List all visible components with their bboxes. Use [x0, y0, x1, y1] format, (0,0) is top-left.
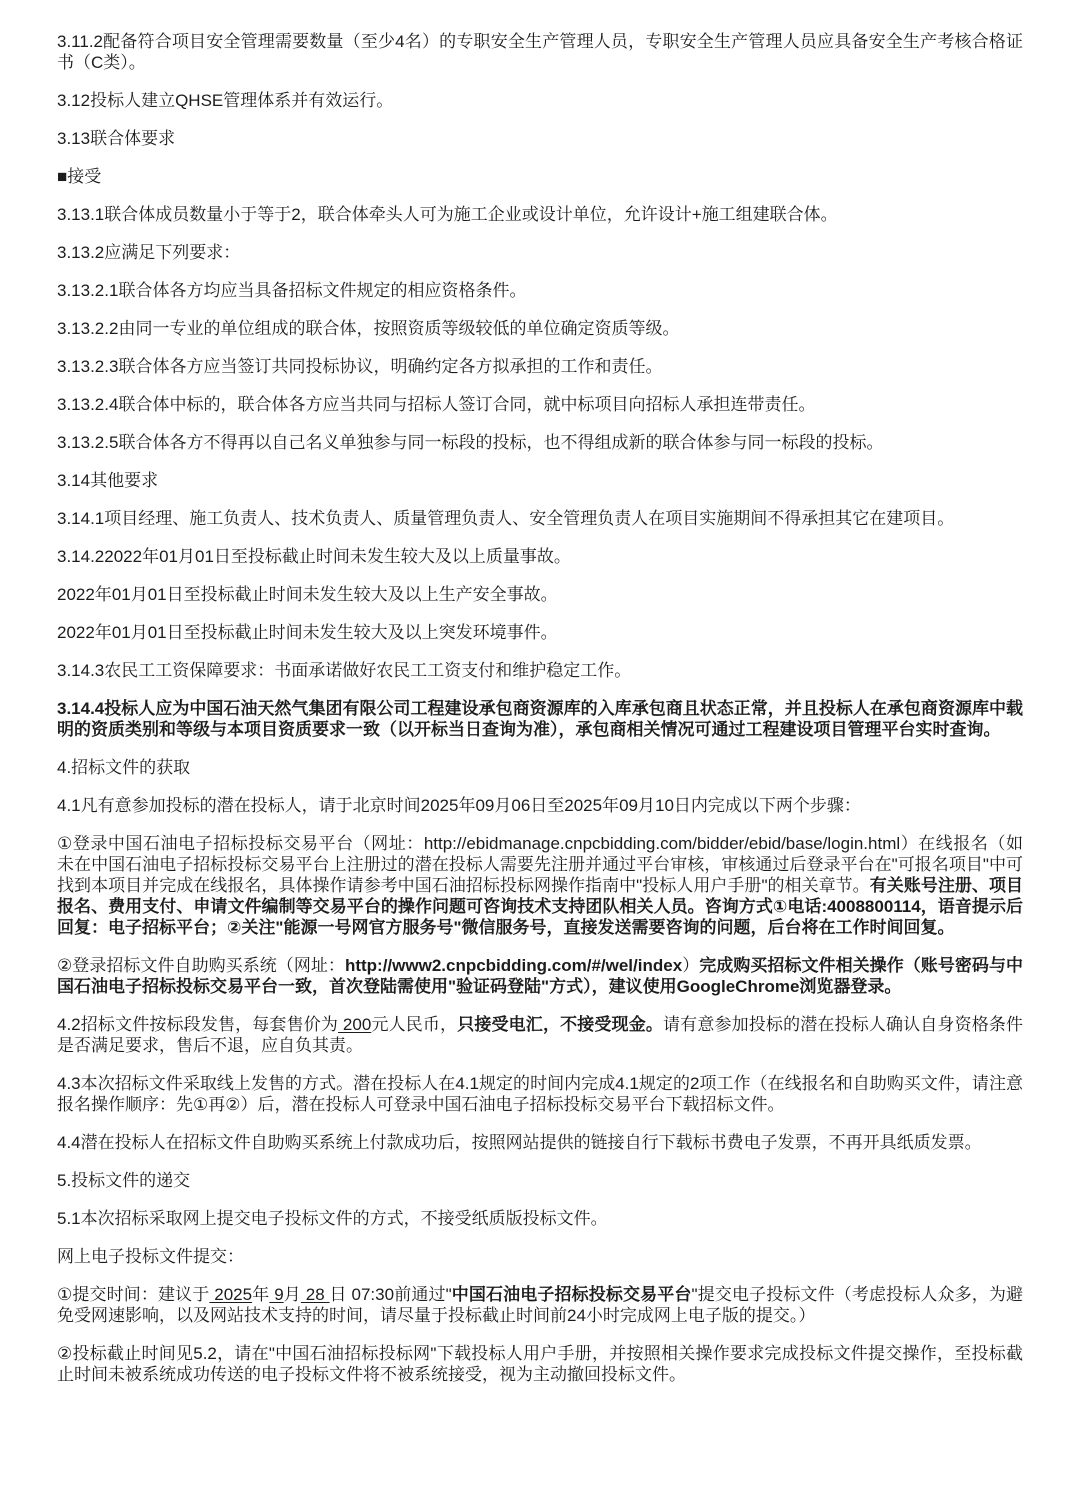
text-run: 3.13.2.1联合体各方均应当具备招标文件规定的相应资格条件。 — [57, 281, 527, 300]
paragraph — [57, 698, 1023, 740]
text-run: 网上电子投标文件提交： — [57, 1247, 244, 1266]
paragraph — [57, 546, 1023, 567]
paragraph — [57, 1246, 1023, 1267]
text-run: 月 — [283, 1285, 301, 1304]
bold-text: 只接受电汇，不接受现金。 — [457, 1015, 664, 1034]
paragraph — [57, 166, 1023, 187]
text-run: 3.13.2.5联合体各方不得再以自己名义单独参与同一标段的投标，也不得组成新的联合体参与同一标段的投标。 — [57, 433, 884, 452]
paragraph — [57, 394, 1023, 415]
text-run: 3.14.1项目经理、施工负责人、技术负责人、质量管理负责人、安全管理负责人在项目实施期间不得承担其它在建项目。 — [57, 509, 955, 528]
bold-text: http://www2.cnpcbidding.com/#/wel/index — [344, 956, 683, 975]
paragraph — [57, 1343, 1023, 1385]
paragraph — [57, 833, 1023, 938]
paragraph — [57, 470, 1023, 491]
text-run: 日 07:30前通过" — [329, 1285, 452, 1304]
document-body — [57, 31, 1023, 1385]
text-run: ） — [682, 956, 700, 975]
text-run: ①提交时间：建议于 — [57, 1285, 210, 1304]
text-run: 3.13.2.3联合体各方应当签订共同投标协议，明确约定各方拟承担的工作和责任。 — [57, 357, 663, 376]
paragraph — [57, 622, 1023, 643]
text-run: 4.招标文件的获取 — [57, 758, 191, 777]
underlined-text: 2025 — [209, 1285, 253, 1304]
paragraph — [57, 204, 1023, 225]
paragraph — [57, 356, 1023, 377]
paragraph — [57, 90, 1023, 111]
paragraph — [57, 1284, 1023, 1326]
bold-text: 3.14.4投标人应为中国石油天然气集团有限公司工程建设承包商资源库的入库承包商且状态正常，并且投标人在承包商资源库中载明的资质类别和等级与本项目资质要求一致（以开标当日查询为准），承包商相关情况可通过工程建设项目管理平台实时查询。 — [57, 699, 1023, 739]
text-run: 2022年01月01日至投标截止时间未发生较大及以上突发环境事件。 — [57, 623, 558, 642]
text-run: 3.13.2应满足下列要求： — [57, 243, 241, 262]
underlined-text: 9 — [269, 1285, 284, 1304]
text-run: 3.12投标人建立QHSE管理体系并有效运行。 — [57, 91, 394, 110]
paragraph — [57, 795, 1023, 816]
paragraph — [57, 1014, 1023, 1056]
text-run: 5.投标文件的递交 — [57, 1171, 191, 1190]
text-run: 3.13.2.4联合体中标的，联合体各方应当共同与招标人签订合同，就中标项目向招标人承担连带责任。 — [57, 395, 816, 414]
text-run: 3.14.3农民工工资保障要求：书面承诺做好农民工工资支付和维护稳定工作。 — [57, 661, 632, 680]
paragraph — [57, 432, 1023, 453]
bold-text: 有关账号注册、项目报名、费用支付、申请文件编制等交易平台的操作问题可咨询技术支持团队相关人员。咨询方式①电话:4008800114，语音提示后回复：电子招标平台；②关注"能源一号网官方服务号"微信服务号，直接发送需要咨询的问题，后台将在工作时间回复。 — [57, 876, 1024, 937]
text-run: 4.2招标文件按标段发售，每套售价为 — [57, 1015, 339, 1034]
text-run: 3.11.2配备符合项目安全管理需要数量（至少4名）的专职安全生产管理人员，专职安全生产管理人员应具备安全生产考核合格证书（C类）。 — [57, 32, 1023, 72]
underlined-text: 200 — [338, 1015, 372, 1034]
paragraph — [57, 584, 1023, 605]
paragraph — [57, 1132, 1023, 1153]
bold-text: 完成购买招标文件相关操作（账号密码与中国石油电子招标投标交易平台一致，首次登陆需使用"验证码登陆"方式），建议使用GoogleChrome浏览器登录。 — [57, 956, 1024, 996]
paragraph — [57, 280, 1023, 301]
bold-text: 中国石油电子招标投标交易平台 — [451, 1285, 692, 1304]
text-run: ②登录招标文件自助购买系统（网址： — [57, 956, 345, 975]
text-run: 3.13.2.2由同一专业的单位组成的联合体，按照资质等级较低的单位确定资质等级。 — [57, 319, 680, 338]
text-run: 4.1凡有意参加投标的潜在投标人，请于北京时间2025年09月06日至2025年09月10日内完成以下两个步骤： — [57, 796, 861, 815]
text-run: "提交电子投标文件（考虑投标人众多，为避免受网速影响，以及网站技术支持的时间，请尽量于投标截止时间前24小时完成网上电子版的提交。） — [57, 1285, 1024, 1325]
text-run: ①登录中国石油电子招标投标交易平台（网址：http://ebidmanage.cnpcbidding.com/bidder/ebid/base/login.html）在线报名（如未在中国石油电子招标投标交易平台上注册过的潜在投标人需要先注册并通过平台审核，审核通过后登录平台在"可报名项目"中可找到本项目并完成在线报名，具体操作请参考中国石油招标投标网操作指南中"投标人用户手册"的相关章节。 — [57, 834, 1023, 895]
paragraph — [57, 508, 1023, 529]
paragraph — [57, 1170, 1023, 1191]
text-run: 3.13联合体要求 — [57, 129, 176, 148]
text-run: 请有意参加投标的潜在投标人确认自身资格条件是否满足要求，售后不退，应自负其责。 — [57, 1015, 1024, 1055]
paragraph — [57, 660, 1023, 681]
paragraph — [57, 318, 1023, 339]
underlined-text: 28 — [300, 1285, 330, 1304]
text-run: 2022年01月01日至投标截止时间未发生较大及以上生产安全事故。 — [57, 585, 558, 604]
text-run: ■接受 — [57, 167, 102, 186]
text-run: 元人民币， — [371, 1015, 458, 1034]
text-run: 5.1本次招标采取网上提交电子投标文件的方式，不接受纸质版投标文件。 — [57, 1209, 608, 1228]
text-run: ②投标截止时间见5.2，请在"中国石油招标投标网"下载投标人用户手册，并按照相关操作要求完成投标文件提交操作，至投标截止时间未被系统成功传送的电子投标文件将不被系统接受，视为主动撤回投标文件。 — [57, 1344, 1023, 1384]
text-run: 年 — [252, 1285, 270, 1304]
paragraph — [57, 1073, 1023, 1115]
text-run: 3.14其他要求 — [57, 471, 159, 490]
paragraph — [57, 757, 1023, 778]
paragraph — [57, 128, 1023, 149]
text-run: 4.3本次招标文件采取线上发售的方式。潜在投标人在4.1规定的时间内完成4.1规定的2项工作（在线报名和自助购买文件，请注意报名操作顺序：先①再②）后，潜在投标人可登录中国石油电子招标投标交易平台下载招标文件。 — [57, 1074, 1023, 1114]
text-run: 4.4潜在投标人在招标文件自助购买系统上付款成功后，按照网站提供的链接自行下载标书费电子发票，不再开具纸质发票。 — [57, 1133, 982, 1152]
paragraph — [57, 31, 1023, 73]
paragraph — [57, 242, 1023, 263]
text-run: 3.14.22022年01月01日至投标截止时间未发生较大及以上质量事故。 — [57, 547, 571, 566]
paragraph — [57, 1208, 1023, 1229]
paragraph — [57, 955, 1023, 997]
text-run: 3.13.1联合体成员数量小于等于2，联合体牵头人可为施工企业或设计单位，允许设计+施工组建联合体。 — [57, 205, 838, 224]
